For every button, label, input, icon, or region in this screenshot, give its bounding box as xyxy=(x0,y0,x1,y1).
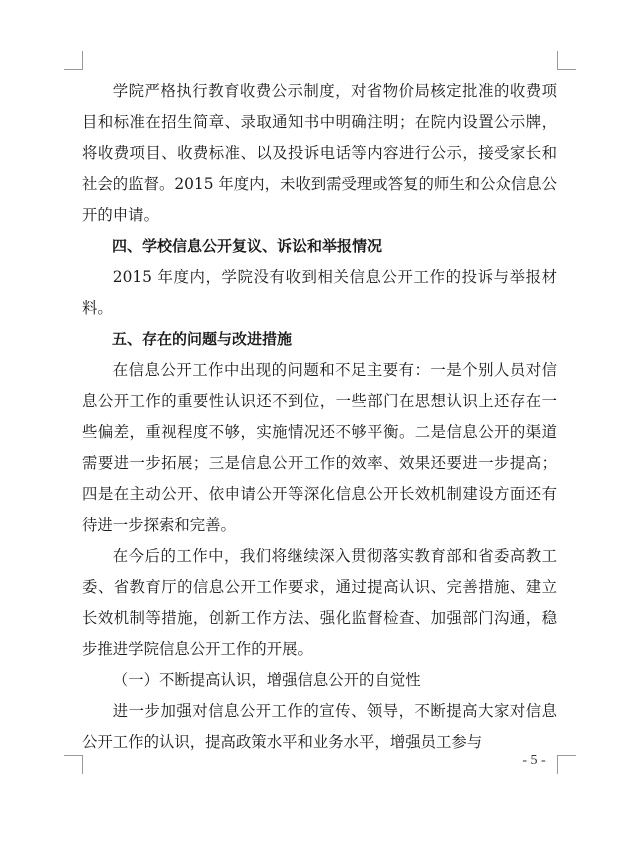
paragraph-future-work: 在今后的工作中，我们将继续深入贯彻落实教育部和省委高教工委、省教育厅的信息公开工作要求，通过提高认识、完善措施、建立长效机制等措施，创新工作方法、强化监督检查、加强部门沟通，稳步推进学院信息公开工作的开展。 xyxy=(82,547,557,658)
paragraph-problems: 在信息公开工作中出现的问题和不足主要有：一是个别人员对信息公开工作的重要性认识还不到位，一些部门在思想认识上还存在一些偏差，重视程度不够，实施情况还不够平衡。二是信息公开的渠道需要进一步拓展；三是信息公开工作的效率、效果还要进一步提高；四是在主动公开、依申请公开等深化信息公开长效机制建设方面还有待进一步探索和完善。 xyxy=(82,361,557,534)
crop-mark-top-left xyxy=(64,51,83,70)
section-heading-5: 五、存在的问题与改进措施 xyxy=(112,330,293,348)
document-body xyxy=(82,76,557,758)
paragraph-fee-disclosure: 学院严格执行教育收费公示制度，对省物价局核定批准的收费项目和标准在招生简章、录取通知书中明确注明；在院内设置公示牌，将收费项目、收费标准、以及投诉电话等内容进行公示，接受家长和社会的监督。2015 年度内，未收到需受理或答复的师生和公众信息公开的申请。 xyxy=(82,82,557,224)
crop-mark-bottom-left xyxy=(64,755,83,774)
crop-mark-top-right xyxy=(557,51,576,70)
subheading-1: （一）不断提高认识，增强信息公开的自觉性 xyxy=(112,671,421,689)
page-number: - 5 - xyxy=(522,753,546,768)
paragraph-complaints: 2015 年度内，学院没有收到相关信息公开工作的投诉与举报材料。 xyxy=(82,268,557,317)
section-heading-4: 四、学校信息公开复议、诉讼和举报情况 xyxy=(112,237,383,255)
paragraph-awareness: 进一步加强对信息公开工作的宣传、领导，不断提高大家对信息公开工作的认识，提高政策水平和业务水平，增强员工参与 xyxy=(82,702,557,751)
crop-mark-bottom-right xyxy=(557,755,576,774)
